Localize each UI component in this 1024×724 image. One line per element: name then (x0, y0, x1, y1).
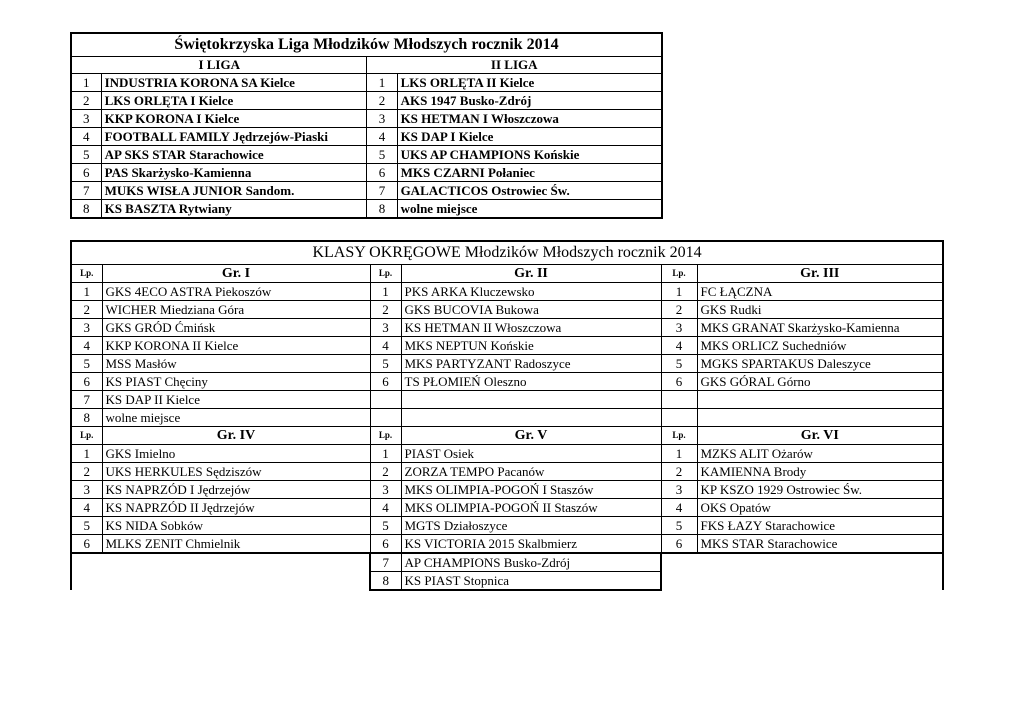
team-name: KS NAPRZÓD I Jędrzejów (102, 481, 370, 499)
row-number: 4 (661, 337, 697, 355)
liga-table (70, 32, 663, 219)
team-name: KS PIAST Chęciny (102, 373, 370, 391)
row-number: 3 (367, 110, 397, 128)
row-number: 6 (367, 164, 397, 182)
team-name: MGTS Działoszyce (401, 517, 661, 535)
team-name: MKS PARTYZANT Radoszyce (401, 355, 661, 373)
table-row (71, 553, 943, 572)
row-number: 5 (71, 146, 101, 164)
table-row (71, 182, 662, 200)
row-number: 2 (661, 463, 697, 481)
team-name: AP CHAMPIONS Busko-Zdrój (401, 553, 661, 572)
row-number: 6 (71, 164, 101, 182)
row-number: 1 (367, 74, 397, 92)
row-number: 5 (71, 517, 102, 535)
row-number (661, 391, 697, 409)
row-number: 4 (71, 499, 102, 517)
row-number: 2 (71, 92, 101, 110)
row-number: 5 (370, 517, 401, 535)
row-number: 4 (661, 499, 697, 517)
row-number: 8 (370, 572, 401, 591)
team-name: ZORZA TEMPO Pacanów (401, 463, 661, 481)
row-number: 1 (71, 445, 102, 463)
team-name: GKS 4ECO ASTRA Piekoszów (102, 283, 370, 301)
empty-cell (661, 572, 943, 591)
team-name (401, 409, 661, 427)
team-name (697, 391, 943, 409)
team-name: TS PŁOMIEŃ Oleszno (401, 373, 661, 391)
row-number: 6 (370, 535, 401, 554)
row-number: 1 (71, 283, 102, 301)
row-number: 3 (370, 481, 401, 499)
team-name: MLKS ZENIT Chmielnik (102, 535, 370, 554)
row-number: 1 (661, 283, 697, 301)
team-name: WICHER Miedziana Góra (102, 301, 370, 319)
team-name: KS PIAST Stopnica (401, 572, 661, 591)
team-name: MKS CZARNI Połaniec (397, 164, 662, 182)
group-header-1: Gr. I (102, 265, 370, 283)
table-row (71, 164, 662, 182)
team-name: KS BASZTA Rytwiany (101, 200, 367, 219)
team-name: FKS ŁAZY Starachowice (697, 517, 943, 535)
team-name: OKS Opatów (697, 499, 943, 517)
table-row (71, 355, 943, 373)
team-name: MKS OLIMPIA-POGOŃ I Staszów (401, 481, 661, 499)
row-number: 3 (370, 319, 401, 337)
row-number: 5 (661, 517, 697, 535)
row-number: 6 (661, 535, 697, 554)
table-row (71, 445, 943, 463)
liga-rows (71, 74, 662, 219)
row-number (370, 409, 401, 427)
team-name: AKS 1947 Busko-Zdrój (397, 92, 662, 110)
row-number: 1 (661, 445, 697, 463)
row-number: 2 (71, 463, 102, 481)
team-name: MGKS SPARTAKUS Daleszyce (697, 355, 943, 373)
liga-col2-header: II LIGA (367, 57, 662, 74)
group-header-2: Gr. II (401, 265, 661, 283)
table-row (71, 463, 943, 481)
row-number: 1 (71, 74, 101, 92)
row-number: 3 (71, 110, 101, 128)
team-name: PAS Skarżysko-Kamienna (101, 164, 367, 182)
team-name: LKS ORLĘTA II Kielce (397, 74, 662, 92)
team-name (401, 391, 661, 409)
table-row (71, 74, 662, 92)
team-name: KS HETMAN II Włoszczowa (401, 319, 661, 337)
team-name: GKS Imielno (102, 445, 370, 463)
table-row (71, 200, 662, 219)
team-name: GKS Rudki (697, 301, 943, 319)
table-row (71, 319, 943, 337)
lp-header: Lp. (661, 265, 697, 283)
row-number: 5 (71, 355, 102, 373)
row-number: 8 (367, 200, 397, 219)
row-number: 4 (71, 337, 102, 355)
team-name: GALACTICOS Ostrowiec Św. (397, 182, 662, 200)
row-number: 6 (370, 373, 401, 391)
team-name: wolne miejsce (397, 200, 662, 219)
team-name: INDUSTRIA KORONA SA Kielce (101, 74, 367, 92)
liga-col1-header: I LIGA (71, 57, 367, 74)
team-name: AP SKS STAR Starachowice (101, 146, 367, 164)
row-number: 6 (71, 373, 102, 391)
row-number: 7 (71, 391, 102, 409)
row-number: 4 (71, 128, 101, 146)
row-number: 3 (661, 319, 697, 337)
team-name: KKP KORONA II Kielce (102, 337, 370, 355)
row-number: 4 (370, 337, 401, 355)
lp-header: Lp. (370, 427, 401, 445)
group-header-4: Gr. IV (102, 427, 370, 445)
row-number: 5 (661, 355, 697, 373)
team-name: MKS ORLICZ Suchedniów (697, 337, 943, 355)
row-number: 7 (367, 182, 397, 200)
team-name: LKS ORLĘTA I Kielce (101, 92, 367, 110)
empty-cell (661, 553, 943, 572)
klasy-title: KLASY OKRĘGOWE Młodzików Młodszych rocznik 2014 (71, 241, 943, 265)
row-number: 3 (71, 319, 102, 337)
team-name: KS NIDA Sobków (102, 517, 370, 535)
empty-cell (71, 572, 370, 591)
team-name: MKS OLIMPIA-POGOŃ II Staszów (401, 499, 661, 517)
team-name: FOOTBALL FAMILY Jędrzejów-Piaski (101, 128, 367, 146)
row-number: 1 (370, 445, 401, 463)
row-number: 5 (370, 355, 401, 373)
klasy-bottom-rows (71, 445, 943, 591)
row-number: 6 (661, 373, 697, 391)
row-number (370, 391, 401, 409)
group-header-6: Gr. VI (697, 427, 943, 445)
team-name: GKS GÓRAL Górno (697, 373, 943, 391)
row-number: 2 (367, 92, 397, 110)
row-number: 1 (370, 283, 401, 301)
team-name: KS DAP II Kielce (102, 391, 370, 409)
table-row (71, 373, 943, 391)
team-name: MZKS ALIT Ożarów (697, 445, 943, 463)
team-name: UKS HERKULES Sędziszów (102, 463, 370, 481)
team-name: wolne miejsce (102, 409, 370, 427)
liga-title: Świętokrzyska Liga Młodzików Młodszych rocznik 2014 (71, 33, 662, 57)
table-row (71, 337, 943, 355)
team-name: PIAST Osiek (401, 445, 661, 463)
row-number: 6 (71, 535, 102, 554)
table-row (71, 283, 943, 301)
row-number: 7 (71, 182, 101, 200)
team-name: MKS NEPTUN Końskie (401, 337, 661, 355)
table-row (71, 499, 943, 517)
team-name: MKS GRANAT Skarżysko-Kamienna (697, 319, 943, 337)
table-row (71, 110, 662, 128)
table-row (71, 572, 943, 591)
team-name: KS HETMAN I Włoszczowa (397, 110, 662, 128)
row-number: 4 (370, 499, 401, 517)
row-number: 5 (367, 146, 397, 164)
row-number: 8 (71, 200, 101, 219)
lp-header: Lp. (370, 265, 401, 283)
lp-header: Lp. (71, 265, 102, 283)
row-number: 3 (71, 481, 102, 499)
row-number: 3 (661, 481, 697, 499)
team-name: UKS AP CHAMPIONS Końskie (397, 146, 662, 164)
group-header-3: Gr. III (697, 265, 943, 283)
table-row (71, 146, 662, 164)
team-name: KP KSZO 1929 Ostrowiec Św. (697, 481, 943, 499)
table-row (71, 301, 943, 319)
team-name: KS NAPRZÓD II Jędrzejów (102, 499, 370, 517)
team-name (697, 409, 943, 427)
table-row (71, 409, 943, 427)
team-name: MUKS WISŁA JUNIOR Sandom. (101, 182, 367, 200)
table-row (71, 517, 943, 535)
lp-header: Lp. (661, 427, 697, 445)
klasy-table (70, 240, 944, 591)
row-number: 2 (370, 463, 401, 481)
team-name: KS VICTORIA 2015 Skalbmierz (401, 535, 661, 554)
row-number: 7 (370, 553, 401, 572)
table-row (71, 535, 943, 554)
team-name: GKS BUCOVIA Bukowa (401, 301, 661, 319)
team-name: MKS STAR Starachowice (697, 535, 943, 554)
row-number: 2 (71, 301, 102, 319)
table-row (71, 481, 943, 499)
team-name: KS DAP I Kielce (397, 128, 662, 146)
table-row (71, 128, 662, 146)
row-number: 2 (370, 301, 401, 319)
group-header-5: Gr. V (401, 427, 661, 445)
team-name: KAMIENNA Brody (697, 463, 943, 481)
team-name: GKS GRÓD Ćmińsk (102, 319, 370, 337)
team-name: PKS ARKA Kluczewsko (401, 283, 661, 301)
empty-cell (71, 553, 370, 572)
team-name: FC ŁĄCZNA (697, 283, 943, 301)
row-number: 8 (71, 409, 102, 427)
team-name: KKP KORONA I Kielce (101, 110, 367, 128)
row-number: 2 (661, 301, 697, 319)
row-number: 4 (367, 128, 397, 146)
team-name: MSS Masłów (102, 355, 370, 373)
lp-header: Lp. (71, 427, 102, 445)
klasy-top-rows (71, 283, 943, 427)
table-row (71, 92, 662, 110)
table-row (71, 391, 943, 409)
row-number (661, 409, 697, 427)
